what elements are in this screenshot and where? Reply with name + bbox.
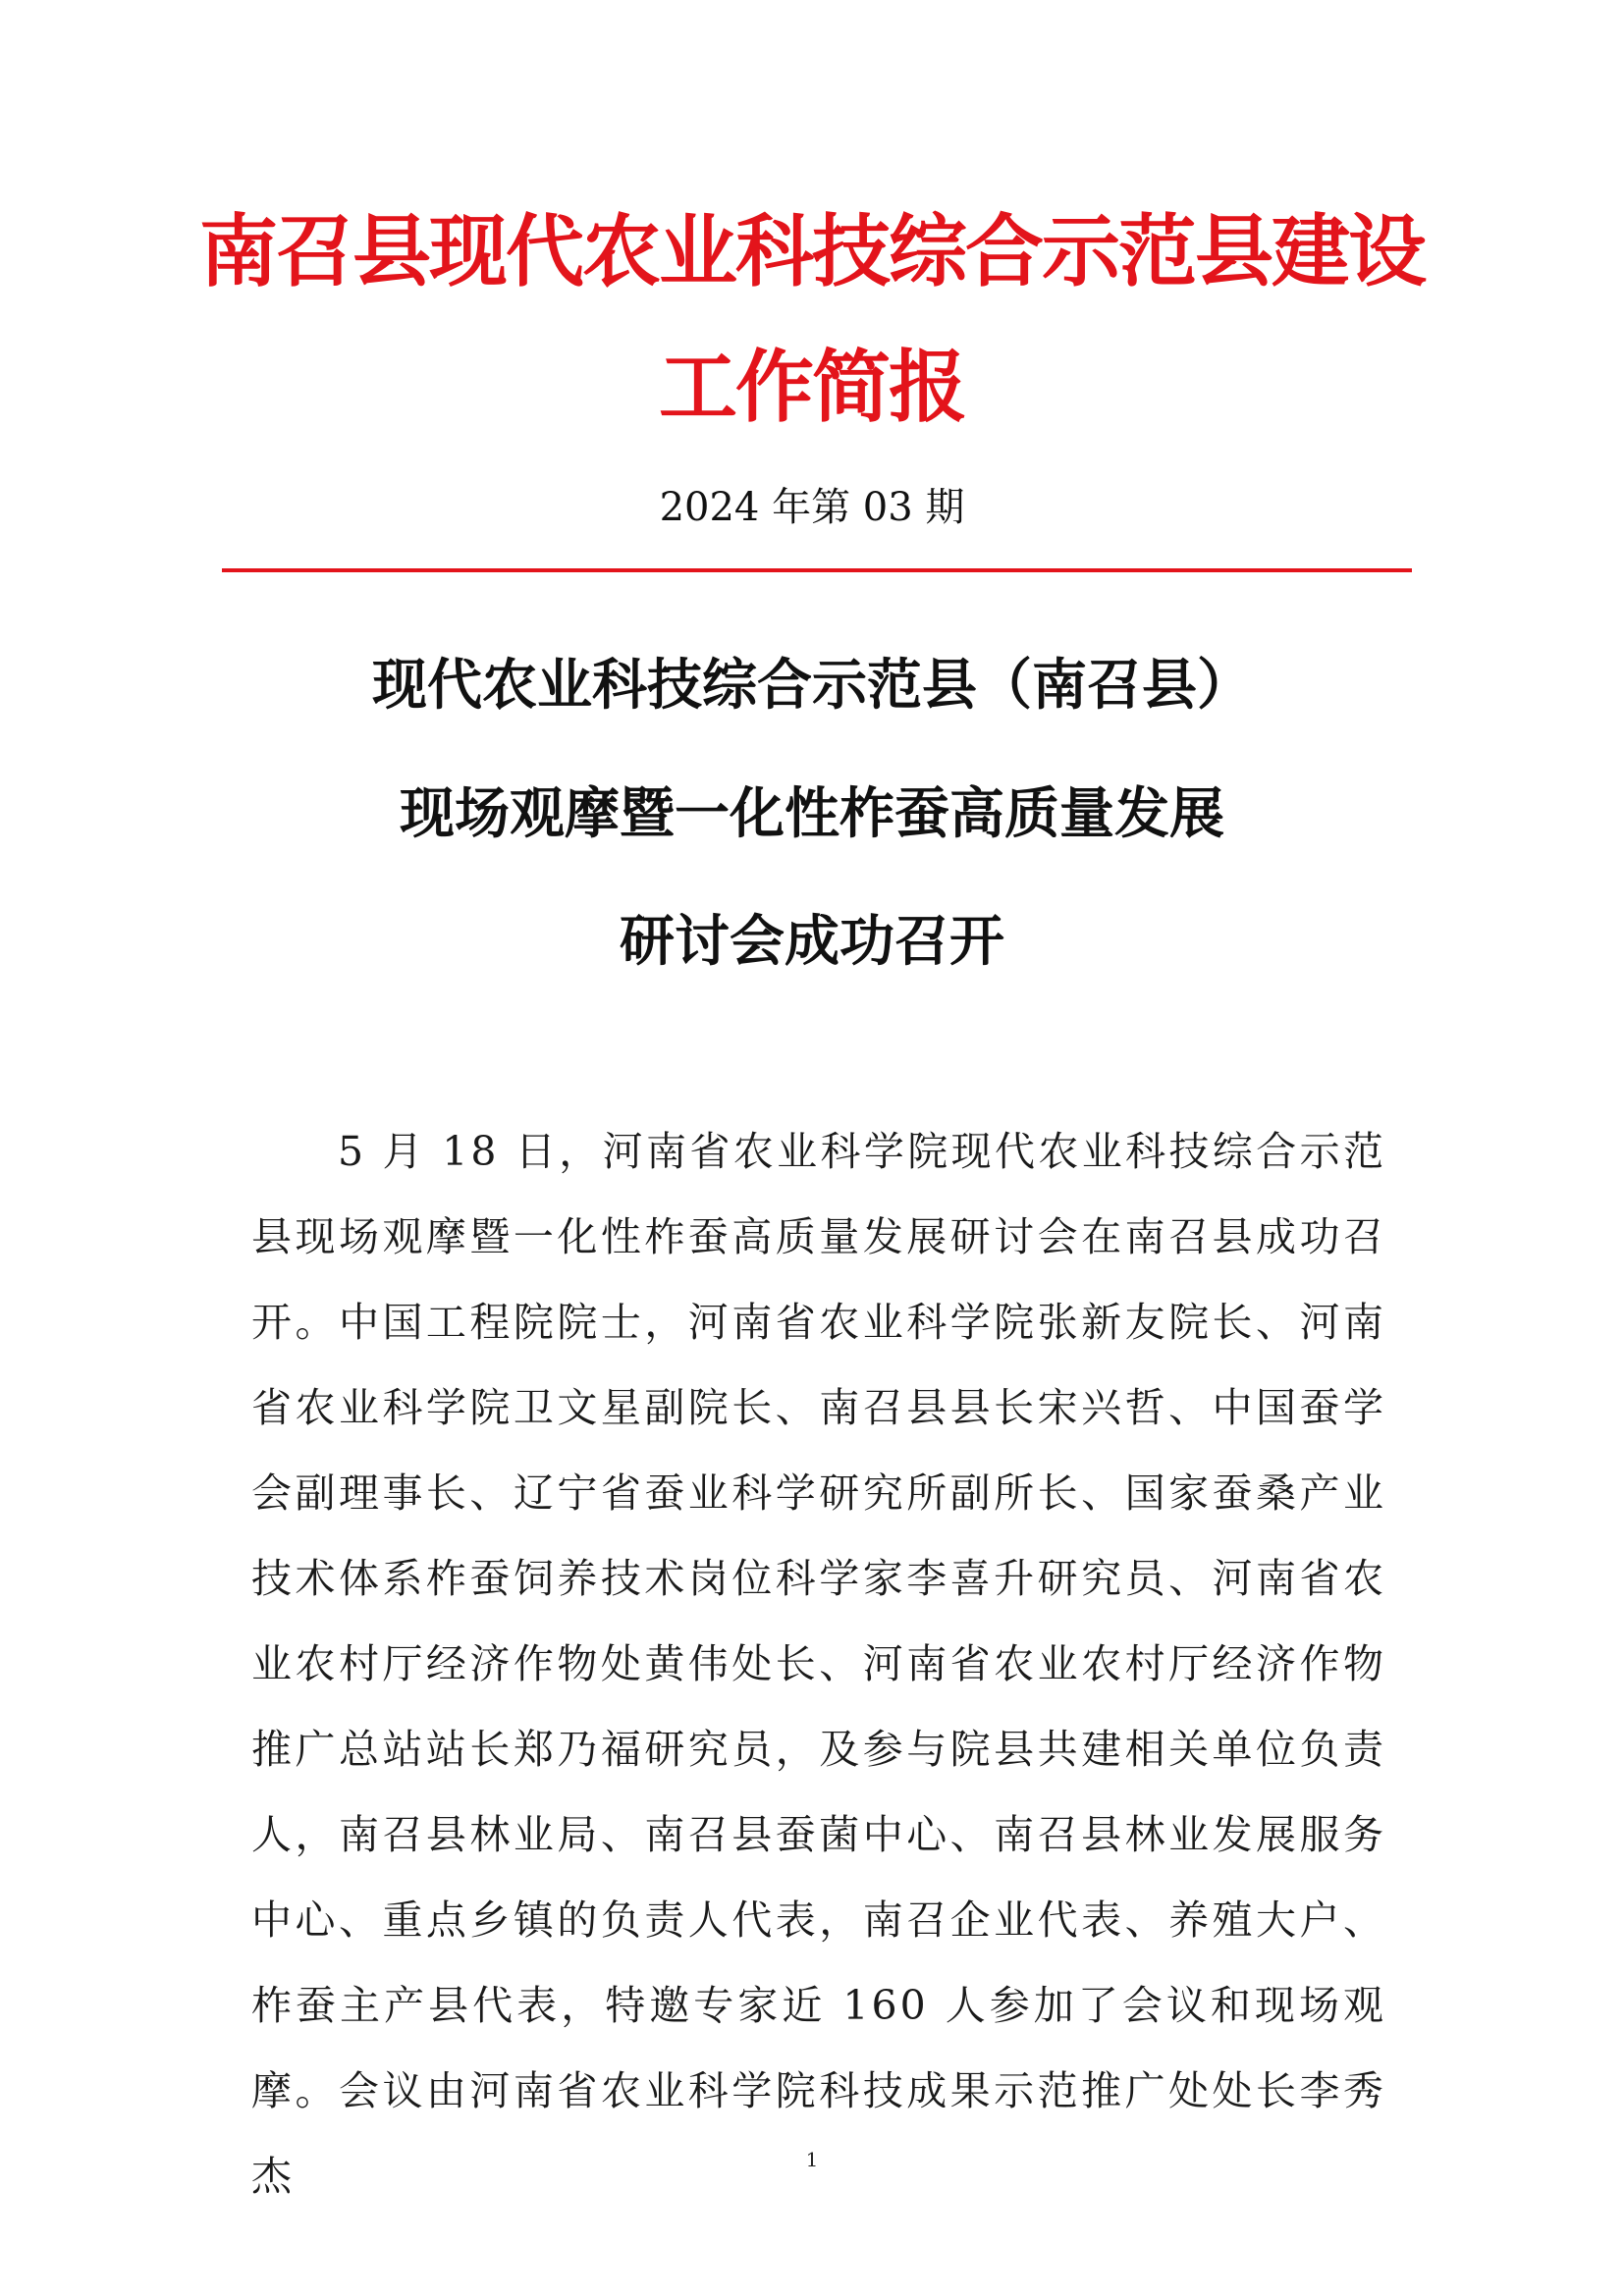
article-title-line-2: 现场观摩暨一化性柞蚕高质量发展 bbox=[400, 782, 1224, 846]
article-title-line-3: 研讨会成功召开 bbox=[620, 910, 1004, 974]
page-number: 1 bbox=[805, 2148, 819, 2171]
masthead-title-line-1: 南召县现代农业科技综合示范县建设 bbox=[199, 206, 1425, 297]
red-divider bbox=[222, 568, 1412, 572]
article-title-line-1: 现代农业科技综合示范县（南召县） bbox=[372, 654, 1252, 718]
issue-number: 2024 年第 03 期 bbox=[659, 485, 965, 530]
article-body-paragraph: 5 月 18 日，河南省农业科学院现代农业科技综合示范县现场观摩暨一化性柞蚕高质量发展研讨会在南召县成功召开。中国工程院院士，河南省农业科学院张新友院长、河南省农业科学院卫文星副院长、南召县县长宋兴哲、中国蚕学会副理事长、辽宁省蚕业科学研究所副所长、国家蚕桑产业技术体系柞蚕饲养技术岗位科学家李喜升研究员、河南省农业农村厅经济作物处黄伟处长、河南省农业农村厅经济作物推广总站站长郑乃福研究员，及参与院县共建相关单位负责人，南召县林业局、南召县蚕菌中心、南召县林业发展服务中心、重点乡镇的负责人代表，南召企业代表、养殖大户、柞蚕主产县代表，特邀专家近 160 人参加了会议和现场观摩。会议由河南省农业科学院科技成果示范推广处处长李秀杰 bbox=[251, 1128, 1386, 2200]
masthead-title-line-2: 工作简报 bbox=[659, 342, 965, 433]
